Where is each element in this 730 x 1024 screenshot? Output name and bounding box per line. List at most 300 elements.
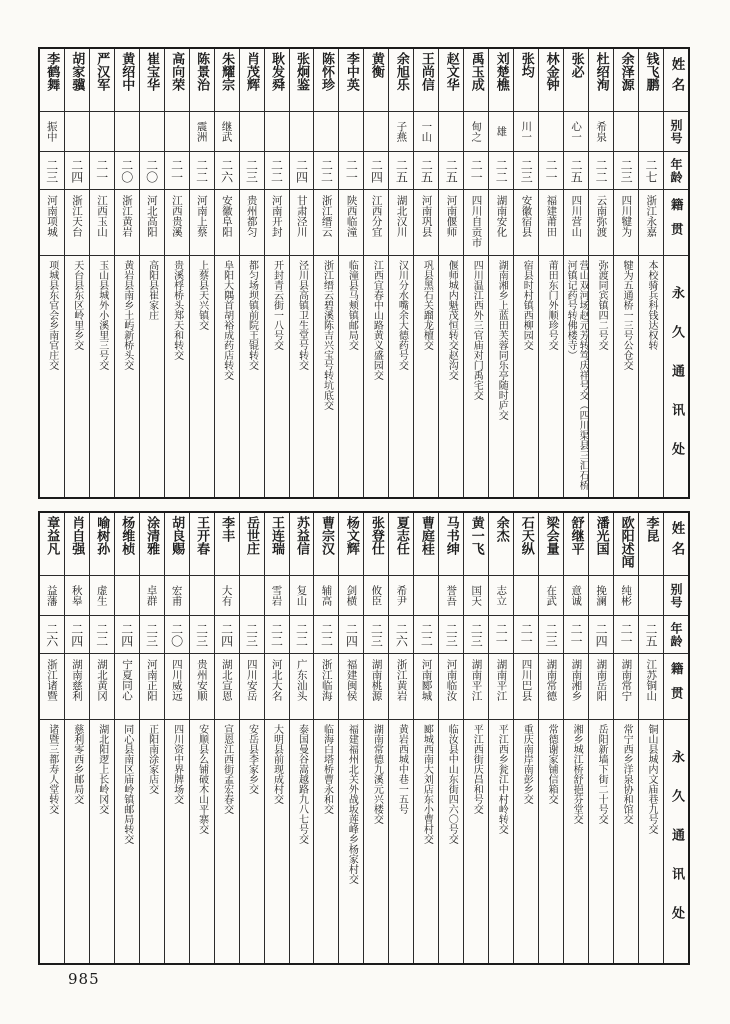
person-column bbox=[190, 49, 215, 497]
person-age-cell: 二六 bbox=[389, 615, 413, 653]
person-alias-cell: 震洲 bbox=[190, 111, 214, 151]
person-alias-cell: 一山 bbox=[414, 111, 438, 151]
person-alias-cell: 振中 bbox=[40, 111, 64, 151]
person-address-cell: 黄岩西城中巷一五号 bbox=[389, 719, 413, 963]
person-native-place-cell: 河南偃师 bbox=[439, 189, 463, 255]
person-address-cell: 临汝县中山东街四六〇号交 bbox=[439, 719, 463, 963]
person-column bbox=[190, 513, 215, 963]
person-alias-cell: 大有 bbox=[215, 575, 239, 615]
person-column bbox=[140, 513, 165, 963]
person-address-cell: 岳阳新墙下街二十号交 bbox=[589, 719, 613, 963]
person-address-cell: 莆田东门外顺珍号交 bbox=[539, 255, 563, 497]
person-name-cell: 余杰 bbox=[493, 516, 509, 542]
person-alias-cell: 雄 bbox=[489, 111, 513, 151]
person-name-cell: 崔宝华 bbox=[144, 52, 160, 91]
person-address-cell: 宿县时村镇西柳园交 bbox=[514, 255, 538, 497]
person-name-cell: 曹庭桂 bbox=[418, 516, 434, 555]
person-address-cell: 四川温江西外三官庙对门禹宅交 bbox=[464, 255, 488, 497]
person-address-cell: 湖北阳逻上长岭冈交 bbox=[90, 719, 114, 963]
person-alias-cell bbox=[290, 111, 314, 151]
person-address-cell: 上蔡县天兴镇交 bbox=[190, 255, 214, 497]
person-alias-cell: 在武 bbox=[539, 575, 563, 615]
person-native-place-cell: 江西分宜 bbox=[364, 189, 388, 255]
person-column bbox=[414, 49, 439, 497]
person-name-cell: 陈景治 bbox=[194, 52, 210, 91]
person-column bbox=[464, 513, 489, 963]
person-alias-cell bbox=[190, 575, 214, 615]
person-column bbox=[265, 49, 290, 497]
person-alias-cell: 子燕 bbox=[389, 111, 413, 151]
person-native-place-cell: 湖南湘乡 bbox=[564, 653, 588, 719]
person-column bbox=[414, 513, 439, 963]
person-column bbox=[489, 49, 514, 497]
person-age-cell: 二一 bbox=[539, 151, 563, 189]
person-address-cell: 玉山县城外小溪里三号交 bbox=[90, 255, 114, 497]
person-name-cell: 李丰 bbox=[219, 516, 235, 542]
person-age-cell: 二五 bbox=[389, 151, 413, 189]
person-address-cell: 开封青云街一八号交 bbox=[265, 255, 289, 497]
person-age-cell: 二四 bbox=[65, 615, 89, 653]
person-name-cell: 李鹤舞 bbox=[44, 52, 60, 91]
person-native-place-cell: 湖南平江 bbox=[464, 653, 488, 719]
person-age-cell: 二一 bbox=[614, 615, 638, 653]
person-address-cell: 都匀场坝镇前院王锟转交 bbox=[240, 255, 264, 497]
header-name-label: 姓名 bbox=[668, 57, 685, 98]
person-column bbox=[165, 513, 190, 963]
person-alias-cell: 川一 bbox=[514, 111, 538, 151]
person-age-cell: 二二 bbox=[589, 151, 613, 189]
person-column bbox=[464, 49, 489, 497]
person-address-cell: 常德谢家铺信箱交 bbox=[539, 719, 563, 963]
person-age-cell: 二二 bbox=[265, 615, 289, 653]
person-name-cell: 禹玉成 bbox=[468, 52, 484, 91]
person-age-cell: 二二 bbox=[314, 151, 338, 189]
person-column bbox=[639, 49, 664, 497]
person-alias-cell: 志立 bbox=[489, 575, 513, 615]
person-age-cell: 二三 bbox=[240, 151, 264, 189]
person-native-place-cell: 河南临汝 bbox=[439, 653, 463, 719]
person-name-cell: 赵文华 bbox=[443, 52, 459, 91]
header-column bbox=[664, 49, 688, 497]
person-native-place-cell: 湖北宣恩 bbox=[215, 653, 239, 719]
person-alias-cell bbox=[639, 575, 663, 615]
person-alias-cell: 希泉 bbox=[589, 111, 613, 151]
person-alias-cell: 意诚 bbox=[564, 575, 588, 615]
header-address-label: 永久通讯处 bbox=[664, 255, 688, 497]
person-address-cell: 本校骑兵科钱达权转 bbox=[639, 255, 663, 497]
header-name-label: 姓名 bbox=[668, 521, 685, 562]
person-name-cell: 张登仕 bbox=[368, 516, 384, 555]
person-column bbox=[439, 513, 464, 963]
person-alias-cell bbox=[65, 111, 89, 151]
person-column bbox=[115, 49, 140, 497]
person-native-place-cell: 河南巩县 bbox=[414, 189, 438, 255]
person-column bbox=[364, 513, 389, 963]
person-alias-cell bbox=[339, 111, 363, 151]
person-alias-cell bbox=[439, 111, 463, 151]
person-alias-cell: 剑横 bbox=[339, 575, 363, 615]
person-address-cell: 平江西乡瓮江中村岭转交 bbox=[489, 719, 513, 963]
person-native-place-cell: 四川犍为 bbox=[614, 189, 638, 255]
person-name-cell: 章益凡 bbox=[44, 516, 60, 555]
person-alias-cell: 虚生 bbox=[90, 575, 114, 615]
person-age-cell: 二一 bbox=[90, 151, 114, 189]
person-address-cell: 常宁西乡洋泉协和馆交 bbox=[614, 719, 638, 963]
person-address-cell: 巩县黑石关蹓龙檀交 bbox=[414, 255, 438, 497]
person-address-cell: 偃师城内魁茂恒转交赵沟交 bbox=[439, 255, 463, 497]
person-native-place-cell: 四川威远 bbox=[165, 653, 189, 719]
person-name-cell: 李中英 bbox=[343, 52, 359, 91]
person-native-place-cell: 湖北汉川 bbox=[389, 189, 413, 255]
person-name-cell: 马书绅 bbox=[443, 516, 459, 555]
person-age-cell: 二三 bbox=[514, 151, 538, 189]
person-name-cell: 肖自强 bbox=[69, 516, 85, 555]
person-native-place-cell: 福建闽侯 bbox=[339, 653, 363, 719]
person-native-place-cell: 湖北黄冈 bbox=[90, 653, 114, 719]
person-column bbox=[240, 49, 265, 497]
person-column bbox=[589, 49, 614, 497]
person-native-place-cell: 河南上蔡 bbox=[190, 189, 214, 255]
person-alias-cell: 甸之 bbox=[464, 111, 488, 151]
person-address-cell: 郾城西南大刘店东小曹村交 bbox=[414, 719, 438, 963]
person-name-cell: 涂清雅 bbox=[144, 516, 160, 555]
person-alias-cell bbox=[115, 575, 139, 615]
person-age-cell: 二二 bbox=[314, 615, 338, 653]
person-age-cell: 二四 bbox=[65, 151, 89, 189]
person-address-cell: 诸暨三都寿人堂转交 bbox=[40, 719, 64, 963]
person-column bbox=[215, 513, 240, 963]
person-native-place-cell: 福建莆田 bbox=[539, 189, 563, 255]
person-column bbox=[314, 49, 339, 497]
person-address-cell: 铜山县城内文庙巷九号交 bbox=[639, 719, 663, 963]
person-column bbox=[539, 513, 564, 963]
person-address-cell: 弥渡同宾镇四二号交 bbox=[589, 255, 613, 497]
person-native-place-cell: 浙江诸暨 bbox=[40, 653, 64, 719]
person-name-cell: 黄一飞 bbox=[468, 516, 484, 555]
person-address-cell: 江西宜春中山路黄义盛园交 bbox=[364, 255, 388, 497]
person-name-cell: 肖茂辉 bbox=[244, 52, 260, 91]
person-alias-cell bbox=[140, 111, 164, 151]
person-name-cell: 张必 bbox=[568, 52, 584, 78]
person-column bbox=[614, 49, 639, 497]
person-age-cell: 二二 bbox=[265, 151, 289, 189]
person-alias-cell bbox=[539, 111, 563, 151]
person-alias-cell bbox=[364, 111, 388, 151]
person-native-place-cell: 湖南常宁 bbox=[614, 653, 638, 719]
person-age-cell: 二一 bbox=[564, 615, 588, 653]
header-native-place-label: 籍贯 bbox=[664, 653, 688, 719]
person-column bbox=[314, 513, 339, 963]
person-native-place-cell: 四川营山 bbox=[564, 189, 588, 255]
person-native-place-cell: 江苏铜山 bbox=[639, 653, 663, 719]
person-address-cell: 湖南湘乡上蓝田芙蓉同乐亭随时庐交 bbox=[489, 255, 513, 497]
person-name-cell: 舒继平 bbox=[568, 516, 584, 555]
person-address-cell: 正阳南涂家店交 bbox=[140, 719, 164, 963]
person-native-place-cell: 浙江临海 bbox=[314, 653, 338, 719]
person-name-cell: 林金钟 bbox=[543, 52, 559, 91]
person-column bbox=[290, 513, 315, 963]
person-column bbox=[339, 49, 364, 497]
header-native-place-label: 籍贯 bbox=[664, 189, 688, 255]
person-native-place-cell: 陕西临潼 bbox=[339, 189, 363, 255]
person-alias-cell: 誉吾 bbox=[439, 575, 463, 615]
person-native-place-cell: 四川巴县 bbox=[514, 653, 538, 719]
header-age-label: 年龄 bbox=[664, 615, 688, 653]
person-name-cell: 李昆 bbox=[643, 516, 659, 542]
person-alias-cell bbox=[115, 111, 139, 151]
person-name-cell: 胡良赐 bbox=[169, 516, 185, 555]
person-name-cell: 胡家骥 bbox=[69, 52, 85, 91]
person-name-cell: 钱飞鹏 bbox=[643, 52, 659, 91]
person-column bbox=[265, 513, 290, 963]
person-age-cell: 二二 bbox=[90, 615, 114, 653]
person-age-cell: 二六 bbox=[40, 615, 64, 653]
person-address-cell: 福建福州北关外战坂莲峰乡杨家村交 bbox=[339, 719, 363, 963]
person-alias-cell: 继武 bbox=[215, 111, 239, 151]
person-name-cell: 杨维桢 bbox=[119, 516, 135, 555]
directory-table-bottom bbox=[38, 511, 690, 965]
person-address-cell: 临海白塔桥曹永和交 bbox=[314, 719, 338, 963]
person-age-cell: 二四 bbox=[115, 615, 139, 653]
person-age-cell: 二〇 bbox=[140, 151, 164, 189]
person-column bbox=[589, 513, 614, 963]
person-native-place-cell: 江西贵溪 bbox=[165, 189, 189, 255]
header-address-label: 永久通讯处 bbox=[664, 719, 688, 963]
header-age-label: 年龄 bbox=[664, 151, 688, 189]
person-age-cell: 二一 bbox=[165, 151, 189, 189]
person-age-cell: 二二 bbox=[414, 615, 438, 653]
person-age-cell: 二七 bbox=[639, 151, 663, 189]
person-native-place-cell: 江西玉山 bbox=[90, 189, 114, 255]
person-column bbox=[40, 513, 65, 963]
person-age-cell: 二〇 bbox=[165, 615, 189, 653]
person-column bbox=[65, 513, 90, 963]
person-column bbox=[489, 513, 514, 963]
person-column bbox=[90, 49, 115, 497]
person-column bbox=[40, 49, 65, 497]
person-alias-cell bbox=[165, 111, 189, 151]
person-age-cell: 二四 bbox=[215, 615, 239, 653]
person-column bbox=[290, 49, 315, 497]
person-alias-cell bbox=[90, 111, 114, 151]
person-alias-cell: 挽澜 bbox=[589, 575, 613, 615]
person-alias-cell: 宏甫 bbox=[165, 575, 189, 615]
person-address-cell: 高阳县崔家庄 bbox=[140, 255, 164, 497]
person-native-place-cell: 安徽阜阳 bbox=[215, 189, 239, 255]
header-alias-label: 别号 bbox=[664, 575, 688, 615]
person-alias-cell: 希尹 bbox=[389, 575, 413, 615]
person-name-cell: 刘楚樵 bbox=[493, 52, 509, 91]
person-alias-cell bbox=[514, 575, 538, 615]
person-native-place-cell: 贵州都匀 bbox=[240, 189, 264, 255]
person-native-place-cell: 湖南常德 bbox=[539, 653, 563, 719]
person-column bbox=[240, 513, 265, 963]
person-name-cell: 梁会量 bbox=[543, 516, 559, 555]
person-native-place-cell: 河南项城 bbox=[40, 189, 64, 255]
person-address-cell: 临潼县马颊镇邮局交 bbox=[339, 255, 363, 497]
person-alias-cell bbox=[614, 111, 638, 151]
person-age-cell: 二二 bbox=[290, 615, 314, 653]
person-address-cell: 汉川分水嘴余大德药号交 bbox=[389, 255, 413, 497]
person-column bbox=[439, 49, 464, 497]
person-age-cell: 二三 bbox=[464, 615, 488, 653]
person-address-cell: 大明县前现成村交 bbox=[265, 719, 289, 963]
person-address-cell: 湘乡城江桥舒挹芬堂交 bbox=[564, 719, 588, 963]
person-age-cell: 二三 bbox=[190, 615, 214, 653]
person-native-place-cell: 四川自贡市 bbox=[464, 189, 488, 255]
person-name-cell: 朱耀宗 bbox=[219, 52, 235, 91]
person-name-cell: 王连瑞 bbox=[269, 516, 285, 555]
person-age-cell: 二六 bbox=[215, 151, 239, 189]
person-native-place-cell: 贵州安顺 bbox=[190, 653, 214, 719]
person-alias-cell bbox=[265, 111, 289, 151]
person-address-cell: 泾川县高镇卫生堂号转交 bbox=[290, 255, 314, 497]
person-column bbox=[564, 513, 589, 963]
person-age-cell: 二二 bbox=[489, 151, 513, 189]
person-column bbox=[539, 49, 564, 497]
person-age-cell: 二一 bbox=[339, 151, 363, 189]
person-name-cell: 余旭乐 bbox=[393, 52, 409, 91]
person-native-place-cell: 浙江永嘉 bbox=[639, 189, 663, 255]
person-address-cell: 重庆南岸南彭乡交 bbox=[514, 719, 538, 963]
person-native-place-cell: 湖南桃源 bbox=[364, 653, 388, 719]
person-age-cell: 二四 bbox=[589, 615, 613, 653]
person-name-cell: 喻树孙 bbox=[94, 516, 110, 555]
person-native-place-cell: 湖南慈利 bbox=[65, 653, 89, 719]
person-column bbox=[140, 49, 165, 497]
person-name-cell: 张均 bbox=[518, 52, 534, 78]
person-address-cell: 贵溪桴桥头郑天和转交 bbox=[165, 255, 189, 497]
person-alias-cell bbox=[240, 575, 264, 615]
person-name-cell: 夏志任 bbox=[393, 516, 409, 555]
person-column bbox=[215, 49, 240, 497]
person-age-cell: 二五 bbox=[639, 615, 663, 653]
person-address-cell: 四川资中界牌场交 bbox=[165, 719, 189, 963]
person-age-cell: 二五 bbox=[439, 151, 463, 189]
person-address-cell: 湖南常德九溪元兴楼交 bbox=[364, 719, 388, 963]
person-age-cell: 二四 bbox=[364, 151, 388, 189]
person-address-cell: 安岳县李家乡交 bbox=[240, 719, 264, 963]
person-native-place-cell: 河南郾城 bbox=[414, 653, 438, 719]
person-age-cell: 二二 bbox=[190, 151, 214, 189]
person-alias-cell: 纯彬 bbox=[614, 575, 638, 615]
person-name-cell: 杜绍洵 bbox=[593, 52, 609, 91]
person-native-place-cell: 浙江天台 bbox=[65, 189, 89, 255]
person-native-place-cell: 河北高阳 bbox=[140, 189, 164, 255]
person-address-cell: 犍为五通桥一三号公仓交 bbox=[614, 255, 638, 497]
person-native-place-cell: 广东汕头 bbox=[290, 653, 314, 719]
person-name-cell: 高向荣 bbox=[169, 52, 185, 91]
person-age-cell: 二三 bbox=[364, 615, 388, 653]
person-name-cell: 王尚信 bbox=[418, 52, 434, 91]
header-column bbox=[664, 513, 688, 963]
person-native-place-cell: 云南弥渡 bbox=[589, 189, 613, 255]
person-name-cell: 余泽源 bbox=[618, 52, 634, 91]
person-native-place-cell: 湖南安化 bbox=[489, 189, 513, 255]
person-column bbox=[90, 513, 115, 963]
person-name-cell: 王开春 bbox=[194, 516, 210, 555]
person-age-cell: 二五 bbox=[564, 151, 588, 189]
person-native-place-cell: 浙江黄岩 bbox=[115, 189, 139, 255]
person-age-cell: 二一 bbox=[489, 615, 513, 653]
person-age-cell: 二三 bbox=[439, 615, 463, 653]
person-alias-cell: 辅高 bbox=[314, 575, 338, 615]
person-name-cell: 严汉军 bbox=[94, 52, 110, 91]
person-name-cell: 张炯鉴 bbox=[293, 52, 309, 91]
person-age-cell: 二四 bbox=[339, 615, 363, 653]
person-address-cell: 天台县东区岭里乡交 bbox=[65, 255, 89, 497]
person-alias-cell: 攸臣 bbox=[364, 575, 388, 615]
person-alias-cell: 复山 bbox=[290, 575, 314, 615]
person-name-cell: 黄衡 bbox=[368, 52, 384, 78]
person-native-place-cell: 湖南平江 bbox=[489, 653, 513, 719]
person-alias-cell bbox=[240, 111, 264, 151]
person-alias-cell bbox=[414, 575, 438, 615]
person-native-place-cell: 河南开封 bbox=[265, 189, 289, 255]
page-number: 985 bbox=[68, 970, 100, 988]
person-native-place-cell: 四川安岳 bbox=[240, 653, 264, 719]
person-native-place-cell: 安徽宿县 bbox=[514, 189, 538, 255]
person-name-cell: 欧阳述闻 bbox=[618, 516, 634, 568]
person-alias-cell bbox=[314, 111, 338, 151]
person-alias-cell: 秋皋 bbox=[65, 575, 89, 615]
person-column bbox=[514, 513, 539, 963]
person-age-cell: 二三 bbox=[140, 615, 164, 653]
person-column bbox=[639, 513, 664, 963]
person-address-cell: 同心县南区庙岭镇邮局转交 bbox=[115, 719, 139, 963]
person-name-cell: 岳世庄 bbox=[244, 516, 260, 555]
person-native-place-cell: 浙江黄岩 bbox=[389, 653, 413, 719]
person-name-cell: 曹宗汉 bbox=[318, 516, 334, 555]
person-age-cell: 二三 bbox=[614, 151, 638, 189]
person-age-cell: 二三 bbox=[240, 615, 264, 653]
person-age-cell: 二〇 bbox=[115, 151, 139, 189]
person-address-cell: 平江西街庆昌和号交 bbox=[464, 719, 488, 963]
person-native-place-cell: 湖南岳阳 bbox=[589, 653, 613, 719]
person-alias-cell: 益藩 bbox=[40, 575, 64, 615]
person-address-cell: 黄岩县南乡土屿新桥头交 bbox=[115, 255, 139, 497]
person-column bbox=[389, 49, 414, 497]
person-column bbox=[339, 513, 364, 963]
person-address-cell: 安顺县么铺破木山平寨交 bbox=[190, 719, 214, 963]
person-name-cell: 黄绍中 bbox=[119, 52, 135, 91]
person-column bbox=[65, 49, 90, 497]
person-address-cell: 阜阳大隅首胡裕成药店转交 bbox=[215, 255, 239, 497]
person-name-cell: 石天纵 bbox=[518, 516, 534, 555]
person-age-cell: 二三 bbox=[539, 615, 563, 653]
person-native-place-cell: 浙江缙云 bbox=[314, 189, 338, 255]
person-address-cell: 项城县东官会乡南官庄交 bbox=[40, 255, 64, 497]
person-age-cell: 二四 bbox=[290, 151, 314, 189]
person-native-place-cell: 甘肃泾川 bbox=[290, 189, 314, 255]
person-name-cell: 苏益信 bbox=[293, 516, 309, 555]
person-column bbox=[115, 513, 140, 963]
person-address-cell: 浙江缙云碧溪陈吉兴宝号转坑底交 bbox=[314, 255, 338, 497]
person-alias-cell: 国天 bbox=[464, 575, 488, 615]
person-name-cell: 陈怀珍 bbox=[318, 52, 334, 91]
person-alias-cell: 心一 bbox=[564, 111, 588, 151]
person-alias-cell bbox=[639, 111, 663, 151]
person-name-cell: 杨文辉 bbox=[343, 516, 359, 555]
person-column bbox=[364, 49, 389, 497]
person-column bbox=[564, 49, 589, 497]
person-native-place-cell: 河南正阳 bbox=[140, 653, 164, 719]
person-column bbox=[614, 513, 639, 963]
directory-table-top bbox=[38, 47, 690, 499]
person-age-cell: 二五 bbox=[414, 151, 438, 189]
person-address-cell: 营山双河场赵元芳转笃庆祥号交（四川渠县三汇石桥河镇记药号转佛楼寺） bbox=[564, 255, 588, 497]
person-column bbox=[165, 49, 190, 497]
